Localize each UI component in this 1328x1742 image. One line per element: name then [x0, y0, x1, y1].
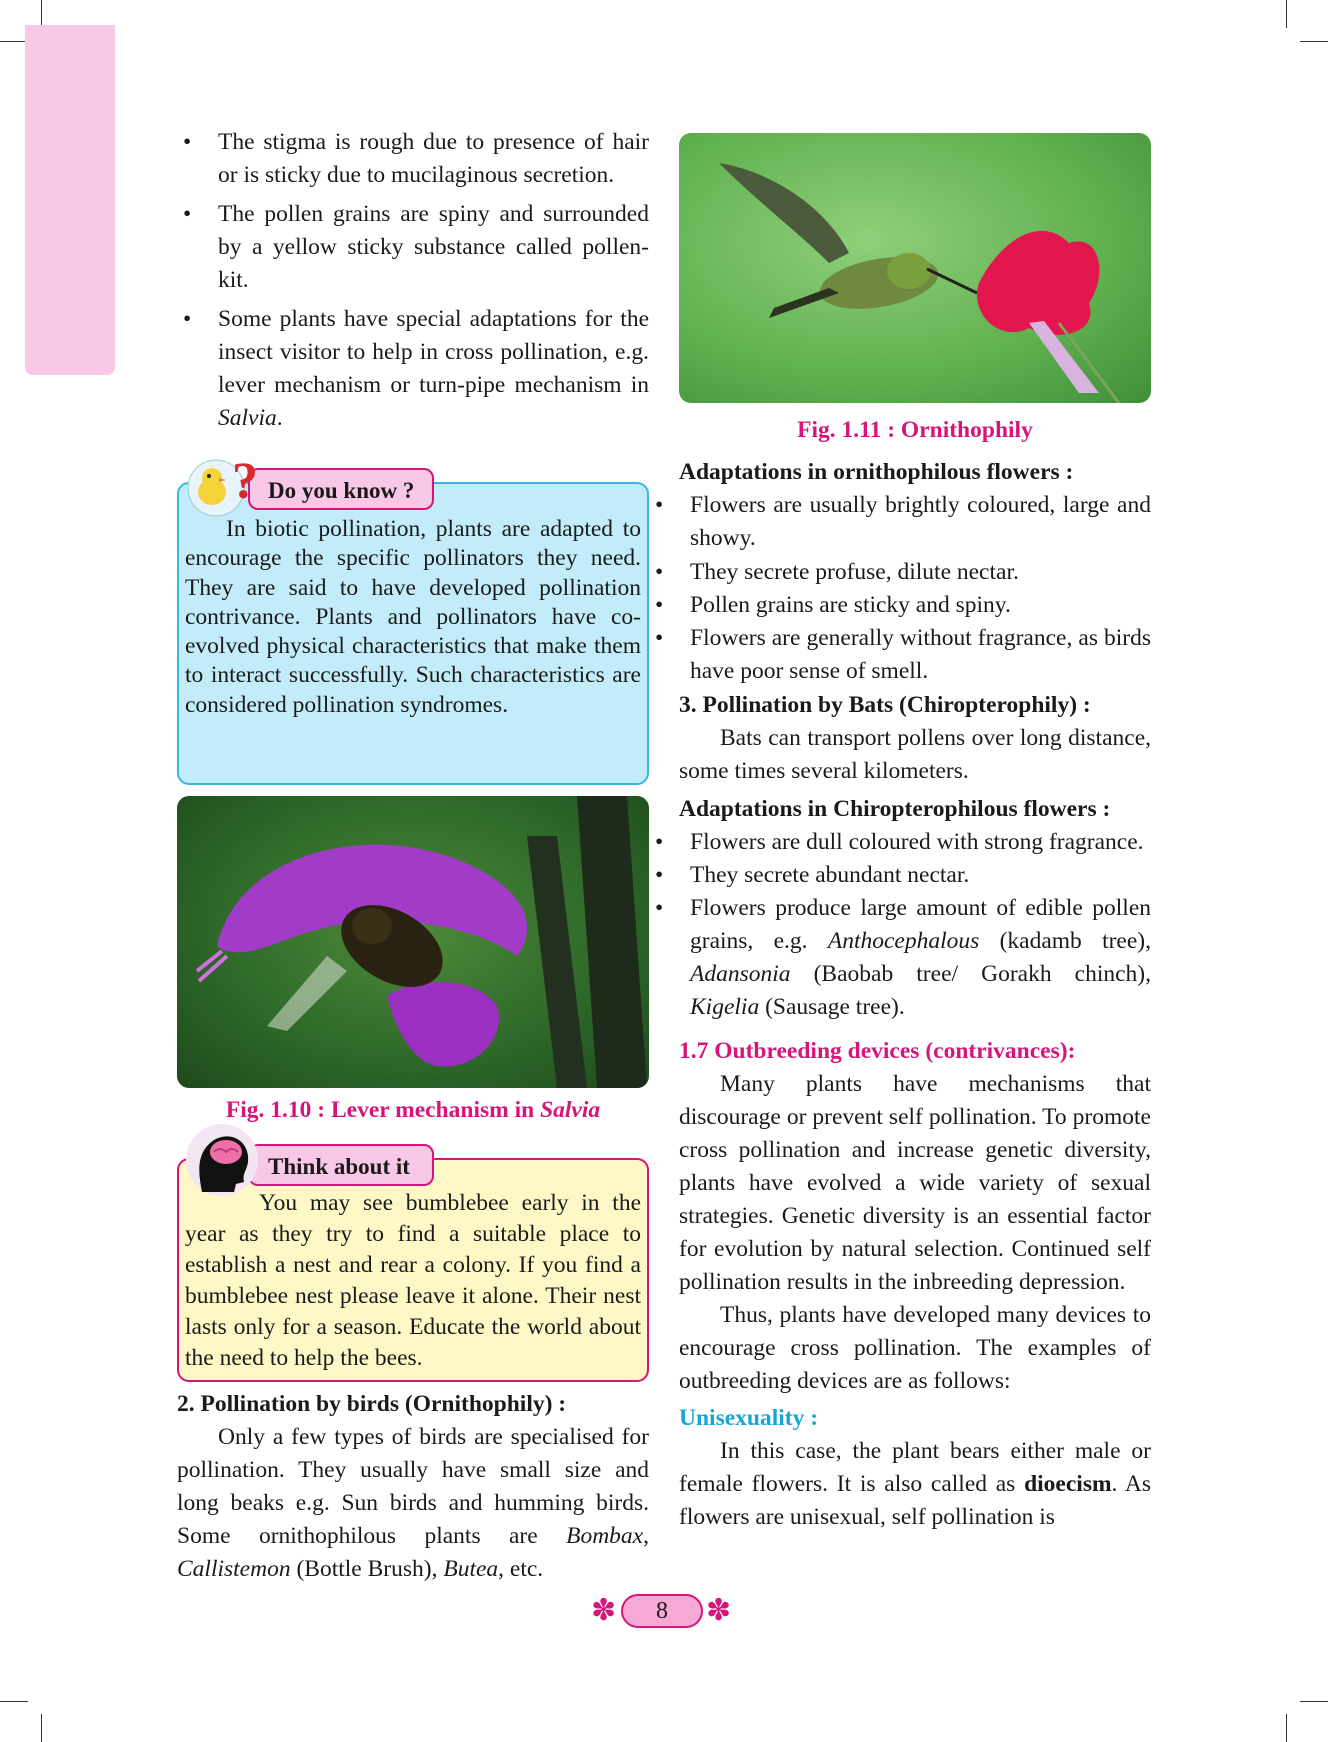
crop-mark	[1300, 41, 1328, 42]
flower-ornament-icon: ✽	[591, 1594, 617, 1627]
flower-ornament-icon: ✽	[706, 1594, 732, 1627]
right-text-flow: Adaptations in ornithophilous flowers : • Flowers are usually brightly coloured, large and showy. • They secrete profuse, dilute nectar. • Pollen grains are sticky and spiny. • Flowers are generally without fragrance, as birds have poor sense of smell. 3. Pollination by Bats (Chiropterophily) : Bats can transport pollens over long distance, some times several kilometers. Adaptations in Chiropterophilous flowers : • Flowers are dull coloured with strong fragrance. • They secrete abundant nectar. • Flowers produce large amount of edible pollen grains, e.g. Anthocephalous (kadamb tree), Adansonia (Baobab tree/ Gorakh chinch), Kigelia (Sausage tree). 1.7 Outbreeding devices (contrivances): Many plants have mechanisms that discourage or prevent self pollination. To promote cross pollination and increase genetic diversity, plants have evolved a wide variety of sexual strategies. Genetic diversity is an essential factor for evolution by natural selection. Continued self pollination results in the inbreeding depression. Thus, plants have developed many devices to encourage cross pollination. The examples of outbreeding devices are as follows: Unisexuality : In this case, the plant bears either male or female flowers. It is also called as dioecism. As flowers are unisexual, self pollination is	[679, 456, 1151, 1534]
hummingbird-illustration	[679, 133, 1151, 403]
fig-1-11-caption: Fig. 1.11 : Ornithophily	[797, 417, 1033, 443]
section-heading: 1.7 Outbreeding devices (contrivances):	[679, 1037, 1076, 1064]
do-you-know-title: Do you know ?	[248, 468, 434, 510]
list-item: • They secrete abundant nectar.	[655, 861, 970, 888]
list-item: • Flowers are dull coloured with strong fragrance.	[655, 828, 1144, 855]
list-item: • The pollen grains are spiny and surrounded by a yellow sticky substance called pollen-kit.	[183, 201, 649, 293]
crop-mark	[0, 1701, 28, 1702]
svg-text:?: ?	[232, 453, 258, 510]
list-item: • Some plants have special adaptations for the insect visitor to help in cross pollination, e.g. lever mechanism or turn-pipe mechanism in Salvia.	[183, 306, 649, 431]
birds-body: Only a few types of birds are specialised for pollination. They usually have small size and long beaks e.g. Sun birds and humming birds. Some ornithophilous plants are Bombax, Callistemon (Bottle Brush), Butea, etc.	[177, 1424, 649, 1582]
crop-mark	[41, 0, 42, 28]
section-heading: 2. Pollination by birds (Ornithophily) :	[177, 1391, 567, 1417]
brain-head-icon	[184, 1122, 260, 1198]
crop-mark	[41, 1714, 42, 1742]
section-heading: Unisexuality :	[679, 1404, 819, 1431]
list-item: • Pollen grains are sticky and spiny.	[655, 591, 1011, 618]
list-item: • Flowers produce large amount of edible pollen grains, e.g. Anthocephalous (kadamb tree), Adansonia (Baobab tree/ Gorakh chinch), Kigelia (Sausage tree).	[655, 894, 1151, 1020]
unisexuality-body: In this case, the plant bears either male or female flowers. It is also called as dioecism. As flowers are unisexual, self pollination is	[679, 1437, 1151, 1530]
list-item: • Flowers are generally without fragrance, as birds have poor sense of smell.	[655, 625, 1151, 685]
do-you-know-body: In biotic pollination, plants are adapted to encourage the specific pollinators they need. They are said to have developed pollination contrivance. Plants and pollinators have co-evolved physical characteristics that make them to interact successfully. Such characteristics are considered pollination syndromes.	[185, 516, 641, 718]
section-heading: Adaptations in ornithophilous flowers :	[679, 459, 1074, 485]
salvia-flower-illustration	[177, 796, 649, 1088]
crop-mark	[1286, 0, 1287, 28]
salvia-bee-photo	[177, 796, 649, 1088]
chick-question-icon	[182, 448, 262, 520]
section-heading: 3. Pollination by Bats (Chiropterophily) :	[679, 691, 1091, 718]
side-tab	[25, 25, 115, 375]
hummingbird-photo	[679, 133, 1151, 403]
list-item: • The stigma is rough due to presence of hair or is sticky due to mucilaginous secretion.	[183, 129, 649, 188]
page-number: 8	[621, 1594, 703, 1628]
birds-section	[177, 1388, 649, 1586]
list-item: • They secrete profuse, dilute nectar.	[655, 558, 1019, 585]
crop-mark	[1286, 1714, 1287, 1742]
crop-mark	[0, 41, 28, 42]
think-about-it-body: You may see bumblebee early in the year as they try to find a suitable place to establish a nest and rear a colony. If you find a bumblebee nest please leave it alone. Their nest lasts only for a season. Educate the world about the need to help the bees.	[185, 1190, 641, 1371]
crop-mark	[1300, 1701, 1328, 1702]
think-about-it-title: Think about it	[248, 1144, 434, 1186]
list-item: • Flowers are usually brightly coloured, large and showy.	[655, 492, 1151, 552]
left-bullets	[177, 126, 649, 435]
section-heading: Adaptations in Chiropterophilous flowers :	[679, 795, 1111, 822]
fig-1-10-caption: Fig. 1.10 : Lever mechanism in Salvia	[225, 1097, 601, 1123]
